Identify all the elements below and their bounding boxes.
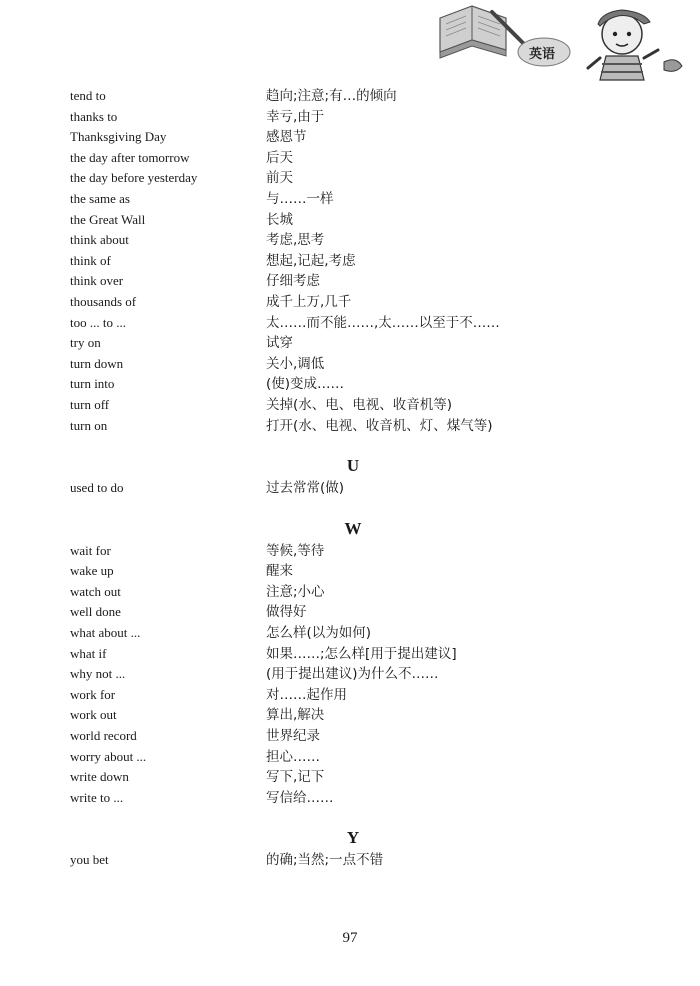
chinese-meaning: 对……起作用 xyxy=(266,686,347,703)
chinese-meaning: 成千上万,几千 xyxy=(266,293,352,310)
header-illustration xyxy=(432,0,700,88)
english-phrase: you bet xyxy=(70,852,109,868)
vocabulary-entry xyxy=(70,354,630,375)
section-letter-heading: W xyxy=(344,518,362,538)
english-phrase: the Great Wall xyxy=(70,211,146,227)
vocabulary-entry xyxy=(70,210,630,231)
chinese-meaning: 仔细考虑 xyxy=(266,273,320,290)
section-letter-heading: Y xyxy=(346,828,360,848)
vocabulary-entry xyxy=(70,478,630,499)
english-phrase: thanks to xyxy=(70,108,118,124)
chinese-meaning: 太……而不能……,太……以至于不…… xyxy=(266,314,500,331)
vocabulary-entry xyxy=(70,602,630,623)
vocabulary-entry xyxy=(70,685,630,706)
english-phrase: why not ... xyxy=(70,666,126,682)
vocabulary-entry xyxy=(70,850,630,871)
english-phrase: the day before yesterday xyxy=(70,170,198,186)
vocabulary-entry xyxy=(70,374,630,395)
chinese-meaning: 趋向;注意;有…的倾向 xyxy=(266,88,397,104)
english-phrase: work for xyxy=(70,686,116,702)
vocabulary-entry xyxy=(70,623,630,644)
vocabulary-entry xyxy=(70,747,630,768)
vocabulary-entry xyxy=(70,251,630,272)
vocabulary-entry xyxy=(70,189,630,210)
english-phrase: think about xyxy=(70,232,129,248)
vocabulary-entry xyxy=(70,395,630,416)
chinese-meaning: 关掉(水、电、电视、收音机等) xyxy=(266,396,453,413)
vocabulary-entry xyxy=(70,127,630,148)
chinese-meaning: 长城 xyxy=(266,211,293,228)
vocabulary-entry xyxy=(70,582,630,603)
chinese-meaning: 想起,记起,考虑 xyxy=(266,252,356,269)
english-phrase: work out xyxy=(70,707,117,723)
english-phrase: too ... to ... xyxy=(70,314,126,330)
english-phrase: the same as xyxy=(70,190,130,206)
vocabulary-entry xyxy=(70,313,630,334)
english-phrase: write down xyxy=(70,769,129,785)
chinese-meaning: 考虑,思考 xyxy=(266,232,325,249)
chinese-meaning: 怎么样(以为如何) xyxy=(266,625,372,642)
vocabulary-entry xyxy=(70,292,630,313)
vocabulary-entry xyxy=(70,767,630,788)
vocabulary-entry xyxy=(70,416,630,437)
chinese-meaning: 过去常常(做) xyxy=(266,480,345,497)
chinese-meaning: 如果……;怎么样[用于提出建议] xyxy=(266,645,457,662)
english-phrase: tend to xyxy=(70,88,106,103)
vocabulary-entry xyxy=(70,271,630,292)
chinese-meaning: 注意;小心 xyxy=(266,583,325,600)
chinese-meaning: 等候,等待 xyxy=(266,542,325,559)
chinese-meaning: 算出,解决 xyxy=(266,707,325,724)
vocabulary-list xyxy=(70,86,630,871)
chinese-meaning: 后天 xyxy=(266,149,293,166)
vocabulary-entry xyxy=(70,726,630,747)
english-phrase: world record xyxy=(70,728,137,744)
english-phrase: think of xyxy=(70,252,111,268)
section-letter-heading: U xyxy=(346,456,360,476)
chinese-meaning: 世界纪录 xyxy=(266,728,320,745)
english-phrase: what if xyxy=(70,645,107,661)
english-phrase: turn down xyxy=(70,355,124,371)
english-phrase: thousands of xyxy=(70,293,137,309)
chinese-meaning: 打开(水、电视、收音机、灯、煤气等) xyxy=(266,417,493,434)
chinese-meaning: 与……一样 xyxy=(266,190,334,207)
english-phrase: well done xyxy=(70,604,121,620)
vocabulary-entry xyxy=(70,788,630,809)
english-phrase: think over xyxy=(70,273,124,289)
english-phrase: what about ... xyxy=(70,625,141,641)
english-phrase: Thanksgiving Day xyxy=(70,129,167,145)
chinese-meaning: 写信给…… xyxy=(266,789,334,806)
vocabulary-entry xyxy=(70,333,630,354)
chinese-meaning: 醒来 xyxy=(266,563,293,580)
chinese-meaning: 的确;当然;一点不错 xyxy=(266,852,384,869)
english-phrase: wake up xyxy=(70,563,114,579)
english-phrase: watch out xyxy=(70,583,121,599)
vocabulary-entry xyxy=(70,705,630,726)
english-phrase: used to do xyxy=(70,480,124,496)
page-number: 97 xyxy=(342,930,358,946)
chinese-meaning: 担心…… xyxy=(266,748,320,765)
english-phrase: turn on xyxy=(70,417,108,433)
chinese-meaning: 感恩节 xyxy=(266,129,307,146)
chinese-meaning: 幸亏,由于 xyxy=(266,108,325,125)
english-phrase: the day after tomorrow xyxy=(70,149,190,165)
chinese-meaning: 做得好 xyxy=(266,604,307,621)
vocabulary-entry xyxy=(70,168,630,189)
english-phrase: wait for xyxy=(70,542,111,558)
chinese-meaning: 写下,记下 xyxy=(266,769,325,786)
chinese-meaning: 关小,调低 xyxy=(266,355,325,372)
subject-badge: 英语 xyxy=(529,47,556,62)
vocabulary-entry xyxy=(70,664,630,685)
vocabulary-entry xyxy=(70,107,630,128)
english-phrase: turn into xyxy=(70,376,115,392)
english-phrase: write to ... xyxy=(70,789,124,805)
english-phrase: try on xyxy=(70,335,101,351)
chinese-meaning: (用于提出建议)为什么不…… xyxy=(266,666,439,683)
vocabulary-entry xyxy=(70,644,630,665)
chinese-meaning: 试穿 xyxy=(266,335,293,352)
vocabulary-entry xyxy=(70,230,630,251)
vocabulary-entry xyxy=(70,561,630,582)
vocabulary-entry xyxy=(70,541,630,562)
vocabulary-entry xyxy=(70,86,630,107)
english-phrase: turn off xyxy=(70,396,110,412)
book-and-boy-icon xyxy=(432,0,700,88)
chinese-meaning: 前天 xyxy=(266,170,293,187)
chinese-meaning: (使)变成…… xyxy=(266,376,345,393)
english-phrase: worry about ... xyxy=(70,748,147,764)
vocabulary-entry xyxy=(70,148,630,169)
